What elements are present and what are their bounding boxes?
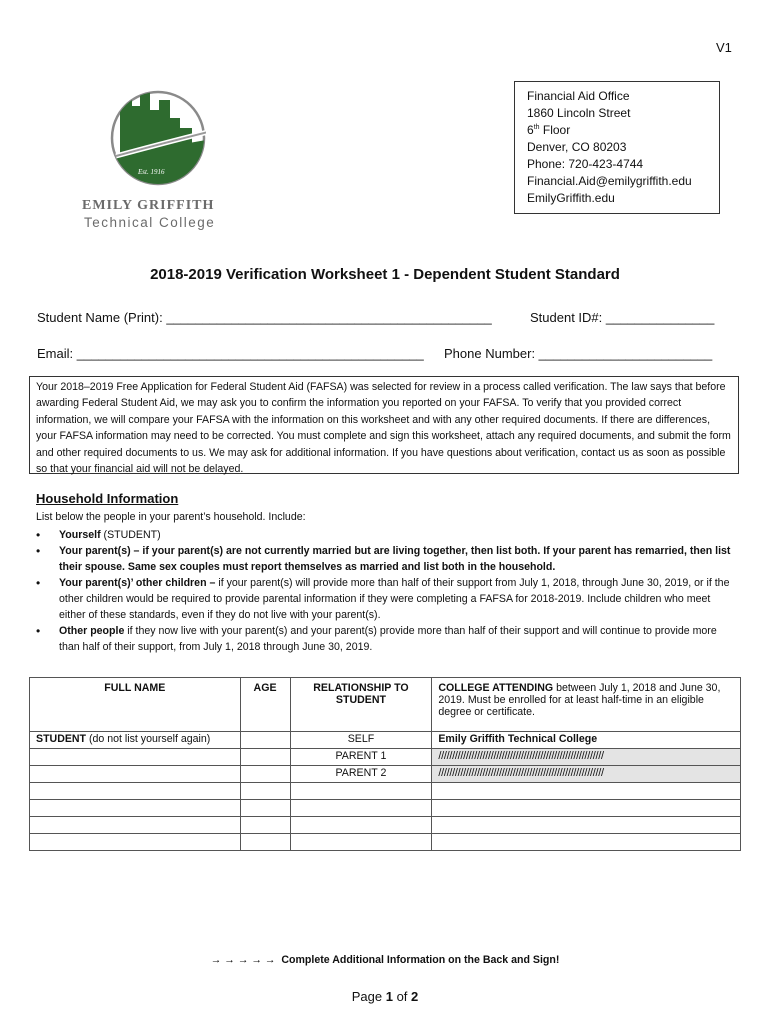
household-heading: Household Information [36, 491, 179, 506]
bullet-yourself: • Yourself (STUDENT) [36, 527, 736, 543]
cell-age[interactable] [240, 732, 290, 749]
household-intro: List below the people in your parent’s household. Include: [36, 511, 306, 523]
cell-age[interactable] [240, 749, 290, 766]
bullet-parents: • Your parent(s) – if your parent(s) are not currently married but are living together, then list both. If your parent has remarried, then list their spouse. Same sex couples must report themselves as married and list both in the household. [36, 543, 736, 575]
verification-notice: Your 2018–2019 Free Application for Federal Student Aid (FAFSA) was selected for review in a process called verification. The law says that before awarding Federal Student Aid, we may ask you to confirm the information you reported on your FAFSA. To verify that you provided correct information, we will compare your FAFSA with the information on this worksheet and with any other required documents. If there are differences, your FAFSA information may need to be corrected. You must complete and sign this worksheet, attach any required documents, and submit the form and other required documents to us. We may ask for additional information. If you have questions about verification, contact us as soon as possible so that your financial aid will not be delayed. [29, 376, 739, 474]
cell-name[interactable] [30, 800, 241, 817]
table-header-row [30, 678, 741, 732]
cell-relationship[interactable] [290, 817, 432, 834]
arrow-right-icon: → → → → → [210, 954, 276, 966]
cell-relationship[interactable] [290, 783, 432, 800]
cell-college-hatched: //////////////////////////////////////////////////////////// [432, 749, 741, 766]
cell-age[interactable] [240, 817, 290, 834]
table-row [30, 766, 741, 783]
email-field[interactable]: Email: ________________________________________________ [37, 346, 424, 361]
address-floor: 6th Floor [527, 123, 571, 137]
cell-relationship: PARENT 2 [290, 766, 432, 783]
header-college-attending: COLLEGE ATTENDING between July 1, 2018 and June 30, 2019. Must be enrolled for at least half-time in an eligible degree or certificate. [432, 678, 741, 732]
student-info-row-2 [37, 346, 737, 361]
address-website: EmilyGriffith.edu [527, 191, 615, 205]
logo-name-line1: EMILY GRIFFITH [82, 198, 215, 213]
table-row [30, 732, 741, 749]
household-table [29, 677, 741, 851]
college-logo [82, 88, 232, 236]
header-relationship: RELATIONSHIP TO STUDENT [290, 678, 432, 732]
phone-number-field[interactable]: Phone Number: ________________________ [444, 346, 713, 361]
cell-age[interactable] [240, 783, 290, 800]
cell-college: Emily Griffith Technical College [432, 732, 741, 749]
cell-age[interactable] [240, 834, 290, 851]
cell-college[interactable] [432, 783, 741, 800]
table-row [30, 834, 741, 851]
address-office: Financial Aid Office [527, 89, 630, 103]
cell-relationship[interactable] [290, 834, 432, 851]
cell-name[interactable] [30, 817, 241, 834]
cell-age[interactable] [240, 800, 290, 817]
cell-name[interactable] [30, 834, 241, 851]
table-row [30, 800, 741, 817]
worksheet-title: 2018-2019 Verification Worksheet 1 - Dependent Student Standard [150, 266, 620, 283]
cell-relationship: SELF [290, 732, 432, 749]
cell-name: STUDENT (do not list yourself again) [30, 732, 241, 749]
bullet-other-people: • Other people if they now live with your parent(s) and your parent(s) provide more than half of their support and will continue to provide more than half of their support, from July 1, 2018 through June 30, 2019. [36, 623, 736, 655]
student-id-field[interactable]: Student ID#: _______________ [530, 310, 715, 325]
bullet-other-children: • Your parent(s)’ other children – if your parent(s) will provide more than half of their support from July 1, 2018, through June 30, 2019, or if the other children would be required to provide parental information if they were completing a FAFSA for 2018-2019. Include children who meet either of these standards, even if they do not live with your parent(s). [36, 575, 736, 623]
table-row [30, 749, 741, 766]
logo-name-line2: Technical College [84, 215, 216, 230]
table-row [30, 783, 741, 800]
skyline-logo-icon [110, 88, 206, 188]
student-name-field[interactable]: Student Name (Print): _____________________________________________ [37, 310, 492, 325]
cell-name[interactable] [30, 783, 241, 800]
header-age: AGE [240, 678, 290, 732]
page-number: Page 1 of 2 [351, 989, 419, 1004]
cell-age[interactable] [240, 766, 290, 783]
header-full-name: FULL NAME [30, 678, 241, 732]
table-row [30, 817, 741, 834]
version-label: V1 [716, 40, 732, 55]
cell-college-hatched: //////////////////////////////////////////////////////////// [432, 766, 741, 783]
address-city: Denver, CO 80203 [527, 140, 627, 154]
household-bullet-list [36, 527, 736, 655]
address-street: 1860 Lincoln Street [527, 106, 631, 120]
cell-relationship: PARENT 1 [290, 749, 432, 766]
cell-college[interactable] [432, 834, 741, 851]
cell-relationship[interactable] [290, 800, 432, 817]
footer-instruction: → → → → → Complete Additional Information on the Back and Sign! [210, 954, 560, 966]
cell-college[interactable] [432, 817, 741, 834]
cell-name[interactable] [30, 749, 241, 766]
address-email: Financial.Aid@emilygriffith.edu [527, 174, 692, 188]
logo-est-text: Est. 1916 [138, 168, 165, 176]
student-info-row-1 [37, 310, 737, 325]
cell-name[interactable] [30, 766, 241, 783]
address-phone: Phone: 720-423-4744 [527, 157, 644, 171]
office-address-box [514, 81, 720, 214]
cell-college[interactable] [432, 800, 741, 817]
